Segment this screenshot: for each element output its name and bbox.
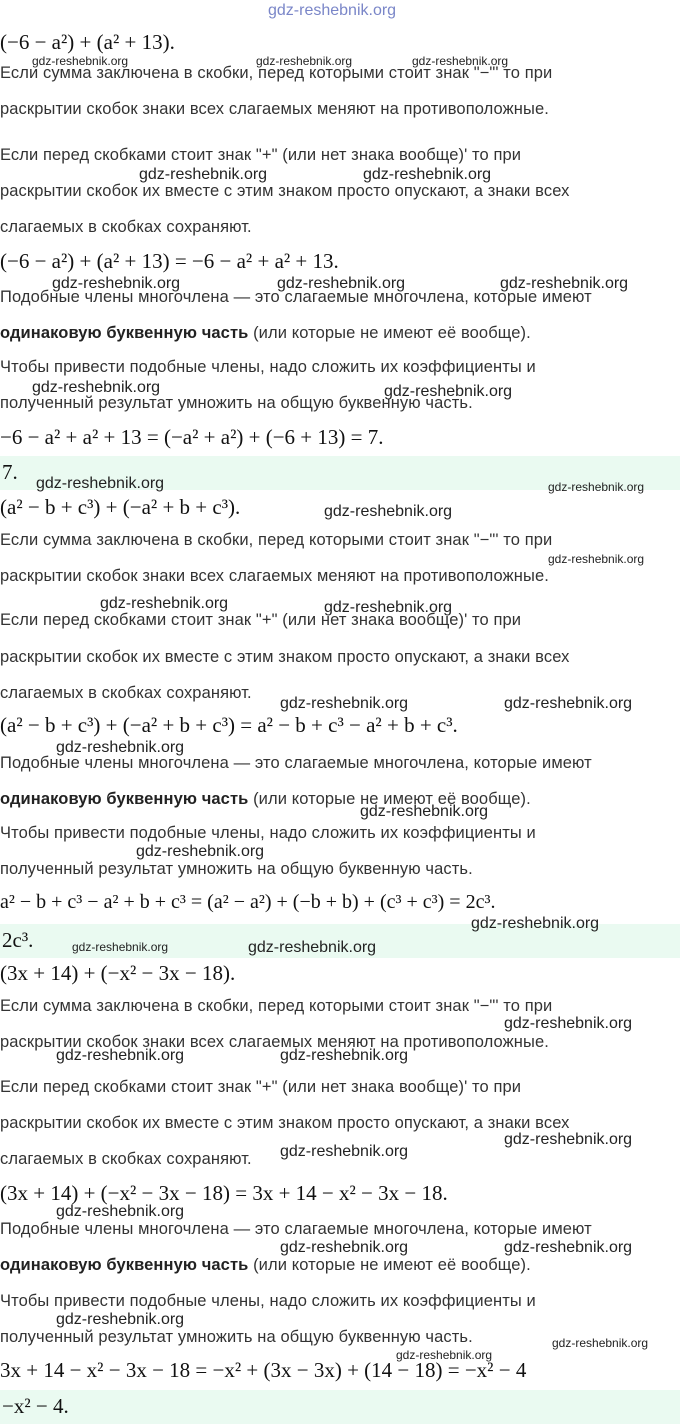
problem-2-rule-minus-line-2: раскрытии скобок знаки всех слагаемых меняют на противоположные. xyxy=(0,567,549,585)
problem-2-rule-plus-line-2: раскрытии скобок их вместе с этим знаком просто опускают, а знаки всех xyxy=(0,648,570,666)
watermark: gdz-reshebnik.org xyxy=(504,1131,633,1148)
problem-1-expanded: (−6 − a²) + (a² + 13) = −6 − a² + a² + 13. xyxy=(0,249,339,273)
problem-2-like-terms-rest: (или которые не имеют её вообще). xyxy=(248,790,531,808)
watermark: gdz-reshebnik.org xyxy=(504,695,633,712)
problem-1-expression: (−6 − a²) + (a² + 13). xyxy=(0,30,175,54)
problem-3-like-terms-line-1: Подобные члены многочлена — это слагаемые многочлена, которые имеют xyxy=(0,1220,592,1238)
problem-1-rule-plus-line-3: слагаемых в скобках сохраняют. xyxy=(0,218,252,236)
watermark: gdz-reshebnik.org xyxy=(280,1047,409,1064)
problem-2-combine-line-2: полученный результат умножить на общую буквенную часть. xyxy=(0,860,473,878)
problem-1-like-terms-line-1: Подобные члены многочлена — это слагаемые многочлена, которые имеют xyxy=(0,288,592,306)
problem-1-rule-minus-line-2: раскрытии скобок знаки всех слагаемых меняют на противоположные. xyxy=(0,100,549,118)
problem-2-simplified: a² − b + c³ − a² + b + c³ = (a² − a²) + (−b + b) + (c³ + c³) = 2c³. xyxy=(0,891,496,913)
watermark: gdz-reshebnik.org xyxy=(32,54,129,68)
watermark: gdz-reshebnik.org xyxy=(360,803,489,820)
problem-3-like-terms-line-2 xyxy=(0,1256,531,1275)
problem-3-answer: −x² − 4. xyxy=(2,1394,69,1418)
watermark: gdz-reshebnik.org xyxy=(56,1047,185,1064)
watermark: gdz-reshebnik.org xyxy=(100,595,229,612)
site-header-watermark: gdz-reshebnik.org xyxy=(268,2,397,19)
problem-3-rule-plus-line-2: раскрытии скобок их вместе с этим знаком просто опускают, а знаки всех xyxy=(0,1114,570,1132)
problem-3-simplified: 3x + 14 − x² − 3x − 18 = −x² + (3x − 3x) + (14 − 18) = −x² − 4 xyxy=(0,1358,527,1382)
watermark: gdz-reshebnik.org xyxy=(280,1239,409,1256)
problem-2-like-terms-line-1: Подобные члены многочлена — это слагаемые многочлена, которые имеют xyxy=(0,754,592,772)
watermark: gdz-reshebnik.org xyxy=(280,695,409,712)
problem-2-combine-line-1: Чтобы привести подобные члены, надо сложить их коэффициенты и xyxy=(0,824,536,842)
watermark: gdz-reshebnik.org xyxy=(396,1348,493,1362)
watermark: gdz-reshebnik.org xyxy=(384,383,513,400)
problem-1-combine-line-1: Чтобы привести подобные члены, надо сложить их коэффициенты и xyxy=(0,358,536,376)
watermark: gdz-reshebnik.org xyxy=(548,480,645,494)
watermark: gdz-reshebnik.org xyxy=(52,275,181,292)
watermark: gdz-reshebnik.org xyxy=(248,939,377,956)
watermark: gdz-reshebnik.org xyxy=(548,552,645,566)
watermark: gdz-reshebnik.org xyxy=(32,379,161,396)
watermark: gdz-reshebnik.org xyxy=(56,1203,185,1220)
watermark: gdz-reshebnik.org xyxy=(552,1336,649,1350)
watermark: gdz-reshebnik.org xyxy=(324,599,453,616)
problem-3-combine-line-1: Чтобы привести подобные члены, надо сложить их коэффициенты и xyxy=(0,1292,536,1310)
watermark: gdz-reshebnik.org xyxy=(136,843,265,860)
problem-2-like-terms-bold: одинаковую буквенную часть xyxy=(0,790,249,808)
problem-1-answer: 7. xyxy=(2,460,18,484)
watermark: gdz-reshebnik.org xyxy=(139,166,268,183)
problem-3-like-terms-rest: (или которые не имеют её вообще). xyxy=(248,1256,531,1274)
watermark: gdz-reshebnik.org xyxy=(504,1239,633,1256)
watermark: gdz-reshebnik.org xyxy=(256,54,353,68)
watermark: gdz-reshebnik.org xyxy=(56,1311,185,1328)
watermark: gdz-reshebnik.org xyxy=(72,940,169,954)
problem-2-rule-plus-line-1: Если перед скобками стоит знак "+" (или нет знака вообще)' то при xyxy=(0,611,522,629)
problem-3-like-terms-bold: одинаковую буквенную часть xyxy=(0,1256,249,1274)
watermark: gdz-reshebnik.org xyxy=(280,1143,409,1160)
watermark: gdz-reshebnik.org xyxy=(56,739,185,756)
problem-3-combine-line-2: полученный результат умножить на общую буквенную часть. xyxy=(0,1328,473,1346)
problem-2-expression: (a² − b + c³) + (−a² + b + c³). xyxy=(0,495,241,519)
problem-1-like-terms-line-2 xyxy=(0,324,531,343)
problem-3-answer-box xyxy=(0,1390,680,1424)
problem-3-rule-minus-line-1: Если сумма заключена в скобки, перед которыми стоит знак "−"' то при xyxy=(0,997,553,1015)
problem-1-rule-plus-line-2: раскрытии скобок их вместе с этим знаком просто опускают, а знаки всех xyxy=(0,182,570,200)
watermark: gdz-reshebnik.org xyxy=(412,54,509,68)
watermark: gdz-reshebnik.org xyxy=(504,1015,633,1032)
problem-2-expanded: (a² − b + c³) + (−a² + b + c³) = a² − b + c³ − a² + b + c³. xyxy=(0,713,458,737)
problem-3-rule-plus-line-1: Если перед скобками стоит знак "+" (или нет знака вообще)' то при xyxy=(0,1078,522,1096)
watermark: gdz-reshebnik.org xyxy=(363,166,492,183)
watermark: gdz-reshebnik.org xyxy=(324,503,453,520)
problem-3-rule-minus-line-2: раскрытии скобок знаки всех слагаемых меняют на противоположные. xyxy=(0,1033,549,1051)
problem-1-combine-line-2: полученный результат умножить на общую буквенную часть. xyxy=(0,394,473,412)
problem-2-rule-minus-line-1: Если сумма заключена в скобки, перед которыми стоит знак "−"' то при xyxy=(0,531,553,549)
watermark: gdz-reshebnik.org xyxy=(471,915,600,932)
watermark: gdz-reshebnik.org xyxy=(36,475,165,492)
problem-1-like-terms-bold: одинаковую буквенную часть xyxy=(0,324,249,342)
problem-2-answer: 2c³. xyxy=(2,928,34,952)
watermark: gdz-reshebnik.org xyxy=(277,275,406,292)
watermark: gdz-reshebnik.org xyxy=(500,275,629,292)
problem-1-rule-plus-line-1: Если перед скобками стоит знак "+" (или нет знака вообще)' то при xyxy=(0,146,522,164)
problem-1-rule-minus-line-1: Если сумма заключена в скобки, перед которыми стоит знак "−"' то при xyxy=(0,64,553,82)
problem-1-simplified: −6 − a² + a² + 13 = (−a² + a²) + (−6 + 13) = 7. xyxy=(0,425,384,449)
problem-3-expanded: (3x + 14) + (−x² − 3x − 18) = 3x + 14 − x² − 3x − 18. xyxy=(0,1181,448,1205)
problem-1-like-terms-rest: (или которые не имеют её вообще). xyxy=(248,324,531,342)
problem-3-rule-plus-line-3: слагаемых в скобках сохраняют. xyxy=(0,1150,252,1168)
problem-3-expression: (3x + 14) + (−x² − 3x − 18). xyxy=(0,961,236,985)
problem-2-rule-plus-line-3: слагаемых в скобках сохраняют. xyxy=(0,684,252,702)
